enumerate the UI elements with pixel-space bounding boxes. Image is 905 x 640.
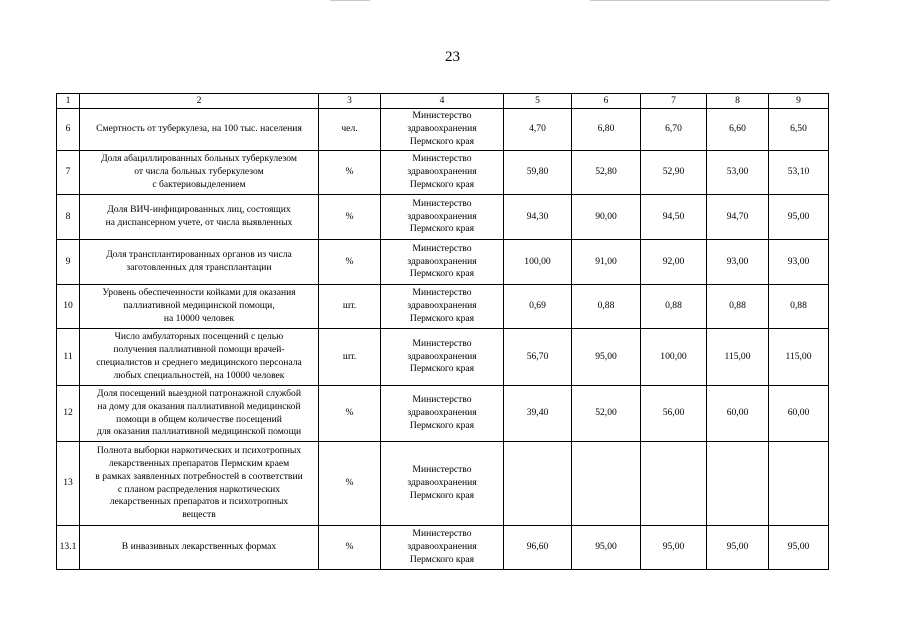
value-cell: 100,00 bbox=[504, 240, 572, 285]
table-row bbox=[57, 240, 829, 285]
table-row bbox=[57, 526, 829, 570]
value-cell: 92,00 bbox=[641, 240, 707, 285]
table-row bbox=[57, 109, 829, 151]
value-cell: 6,60 bbox=[707, 109, 769, 151]
unit-cell: % bbox=[319, 386, 381, 442]
indicator-name: Доля трансплантированных органов из числа заготовленных для трансплантации bbox=[80, 240, 319, 285]
header-cell: 1 bbox=[57, 94, 80, 109]
header-cell: 9 bbox=[769, 94, 829, 109]
row-number: 11 bbox=[57, 329, 80, 386]
row-number: 8 bbox=[57, 195, 80, 240]
row-number: 12 bbox=[57, 386, 80, 442]
value-cell: 0,88 bbox=[641, 285, 707, 329]
value-cell: 59,80 bbox=[504, 151, 572, 195]
indicator-name: Число амбулаторных посещений с целью получения паллиативной помощи врачей- специалистов и среднего медицинского персонала любых специальностей, на 10000 человек bbox=[80, 329, 319, 386]
value-cell: 6,80 bbox=[572, 109, 641, 151]
value-cell bbox=[504, 442, 572, 526]
value-cell: 90,00 bbox=[572, 195, 641, 240]
row-number: 9 bbox=[57, 240, 80, 285]
responsible-cell: Министерство здравоохранения Пермского края bbox=[381, 442, 504, 526]
value-cell: 53,10 bbox=[769, 151, 829, 195]
row-number: 10 bbox=[57, 285, 80, 329]
value-cell: 0,88 bbox=[769, 285, 829, 329]
value-cell: 94,50 bbox=[641, 195, 707, 240]
indicator-name: Доля абациллированных больных туберкулезом от числа больных туберкулезом с бактериовыделением bbox=[80, 151, 319, 195]
unit-cell: % bbox=[319, 442, 381, 526]
value-cell: 115,00 bbox=[707, 329, 769, 386]
table-row bbox=[57, 151, 829, 195]
value-cell: 94,30 bbox=[504, 195, 572, 240]
unit-cell: % bbox=[319, 240, 381, 285]
value-cell: 0,69 bbox=[504, 285, 572, 329]
value-cell: 93,00 bbox=[707, 240, 769, 285]
value-cell: 53,00 bbox=[707, 151, 769, 195]
row-number: 13.1 bbox=[57, 526, 80, 570]
responsible-cell: Министерство здравоохранения Пермского края bbox=[381, 329, 504, 386]
value-cell: 95,00 bbox=[572, 329, 641, 386]
table-row bbox=[57, 195, 829, 240]
value-cell: 56,70 bbox=[504, 329, 572, 386]
value-cell: 4,70 bbox=[504, 109, 572, 151]
value-cell bbox=[707, 442, 769, 526]
value-cell: 95,00 bbox=[707, 526, 769, 570]
row-number: 7 bbox=[57, 151, 80, 195]
unit-cell: % bbox=[319, 195, 381, 240]
indicator-name: Смертность от туберкулеза, на 100 тыс. населения bbox=[80, 109, 319, 151]
value-cell: 0,88 bbox=[707, 285, 769, 329]
value-cell: 60,00 bbox=[769, 386, 829, 442]
header-cell: 7 bbox=[641, 94, 707, 109]
header-cell: 6 bbox=[572, 94, 641, 109]
value-cell: 6,70 bbox=[641, 109, 707, 151]
indicators-table bbox=[56, 93, 829, 570]
responsible-cell: Министерство здравоохранения Пермского края bbox=[381, 195, 504, 240]
unit-cell: чел. bbox=[319, 109, 381, 151]
header-cell: 4 bbox=[381, 94, 504, 109]
value-cell: 0,88 bbox=[572, 285, 641, 329]
indicator-name: Доля ВИЧ-инфицированных лиц, состоящих на диспансерном учете, от числа выявленных bbox=[80, 195, 319, 240]
page-number: 23 bbox=[445, 49, 460, 65]
responsible-cell: Министерство здравоохранения Пермского края bbox=[381, 526, 504, 570]
value-cell: 100,00 bbox=[641, 329, 707, 386]
value-cell: 94,70 bbox=[707, 195, 769, 240]
value-cell: 39,40 bbox=[504, 386, 572, 442]
value-cell: 96,60 bbox=[504, 526, 572, 570]
value-cell: 95,00 bbox=[769, 526, 829, 570]
unit-cell: шт. bbox=[319, 285, 381, 329]
scan-edge-mark bbox=[330, 0, 370, 1]
responsible-cell: Министерство здравоохранения Пермского края bbox=[381, 151, 504, 195]
table-header-row bbox=[57, 94, 829, 109]
indicator-name: Уровень обеспеченности койками для оказания паллиативной медицинской помощи, на 10000 человек bbox=[80, 285, 319, 329]
value-cell: 52,00 bbox=[572, 386, 641, 442]
responsible-cell: Министерство здравоохранения Пермского края bbox=[381, 386, 504, 442]
table-row bbox=[57, 329, 829, 386]
value-cell: 95,00 bbox=[641, 526, 707, 570]
header-cell: 8 bbox=[707, 94, 769, 109]
indicator-name: Доля посещений выездной патронажной службой на дому для оказания паллиативной медицинской помощи в общем количестве посещений для оказания паллиативной медицинской помощи bbox=[80, 386, 319, 442]
value-cell: 52,80 bbox=[572, 151, 641, 195]
table-row bbox=[57, 285, 829, 329]
responsible-cell: Министерство здравоохранения Пермского края bbox=[381, 240, 504, 285]
value-cell: 115,00 bbox=[769, 329, 829, 386]
value-cell bbox=[641, 442, 707, 526]
table-row bbox=[57, 442, 829, 526]
header-cell: 2 bbox=[80, 94, 319, 109]
scan-edge-mark bbox=[590, 0, 830, 1]
responsible-cell: Министерство здравоохранения Пермского края bbox=[381, 109, 504, 151]
value-cell: 60,00 bbox=[707, 386, 769, 442]
value-cell: 52,90 bbox=[641, 151, 707, 195]
table-row bbox=[57, 386, 829, 442]
indicator-name: В инвазивных лекарственных формах bbox=[80, 526, 319, 570]
header-cell: 5 bbox=[504, 94, 572, 109]
value-cell: 95,00 bbox=[769, 195, 829, 240]
value-cell: 93,00 bbox=[769, 240, 829, 285]
row-number: 13 bbox=[57, 442, 80, 526]
row-number: 6 bbox=[57, 109, 80, 151]
indicator-name: Полнота выборки наркотических и психотропных лекарственных препаратов Пермским краем в рамках заявленных потребностей в соответствии с планом распределения наркотических лекарственных препаратов и психотропных веществ bbox=[80, 442, 319, 526]
header-cell: 3 bbox=[319, 94, 381, 109]
responsible-cell: Министерство здравоохранения Пермского края bbox=[381, 285, 504, 329]
value-cell: 56,00 bbox=[641, 386, 707, 442]
value-cell: 95,00 bbox=[572, 526, 641, 570]
value-cell bbox=[769, 442, 829, 526]
unit-cell: % bbox=[319, 151, 381, 195]
unit-cell: шт. bbox=[319, 329, 381, 386]
value-cell bbox=[572, 442, 641, 526]
value-cell: 6,50 bbox=[769, 109, 829, 151]
value-cell: 91,00 bbox=[572, 240, 641, 285]
unit-cell: % bbox=[319, 526, 381, 570]
